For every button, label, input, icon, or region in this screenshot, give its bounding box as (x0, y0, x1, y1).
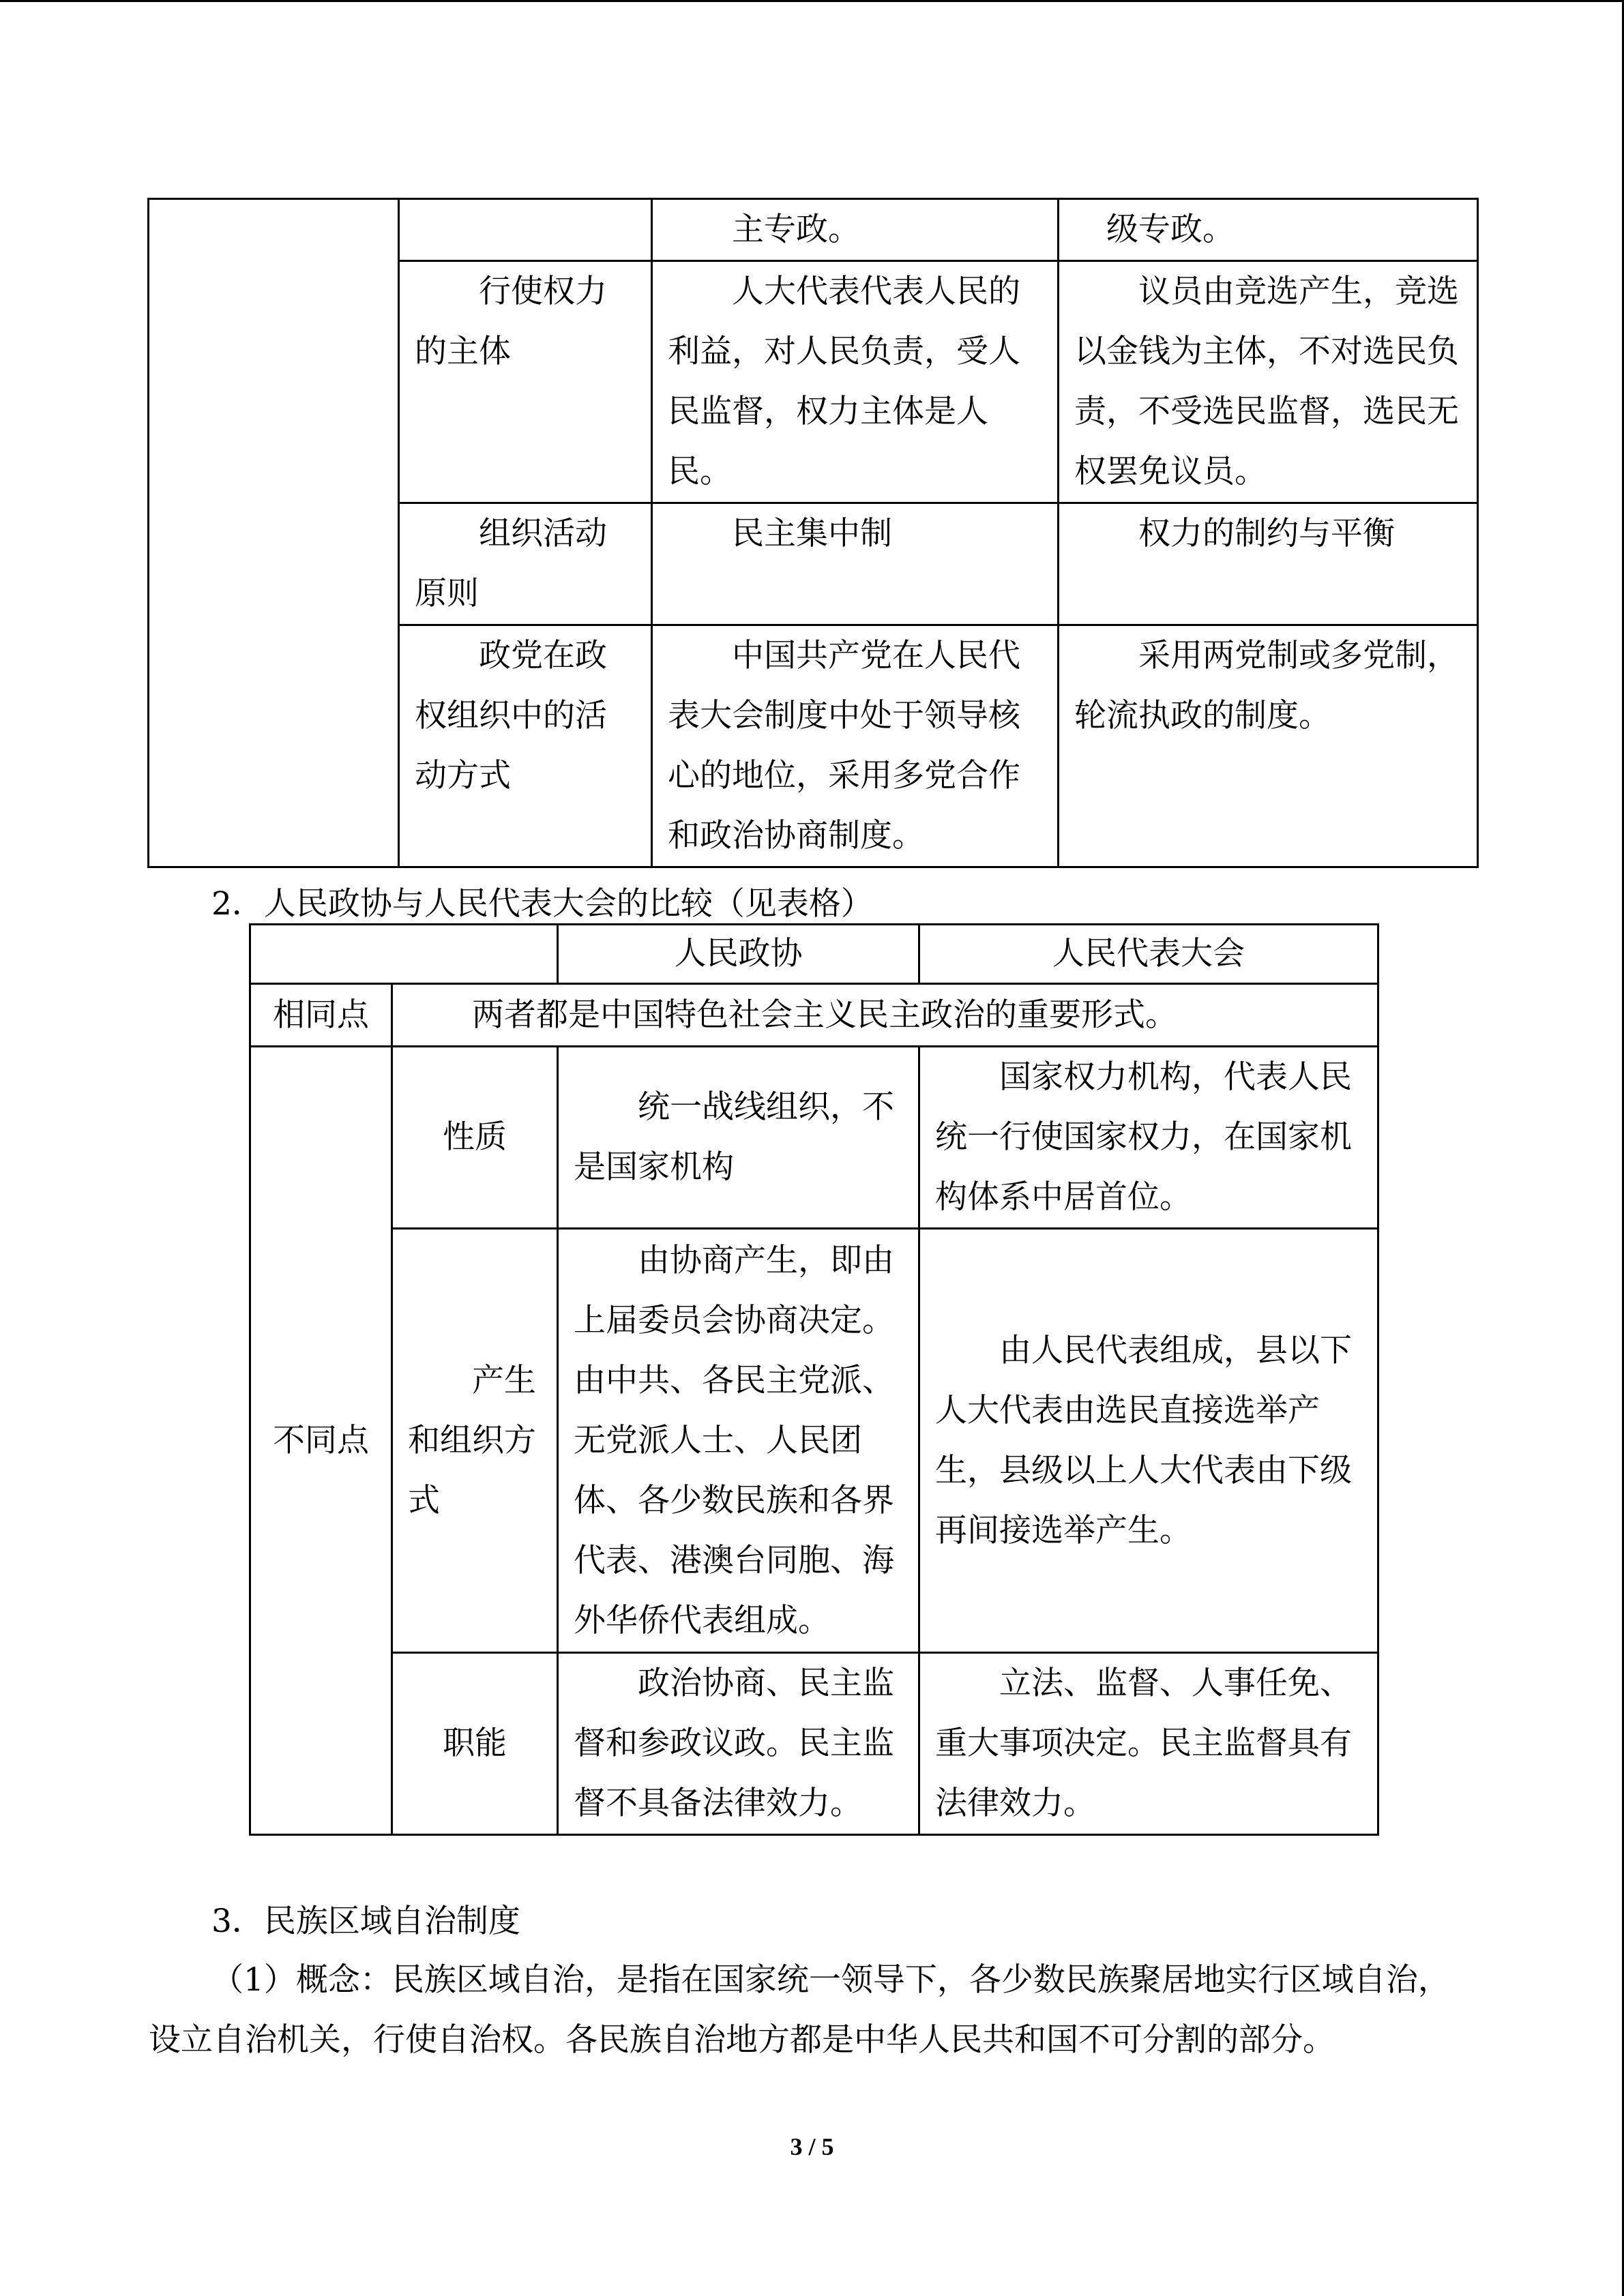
cppcc-cell: 由协商产生，即由上届委员会协商决定。由中共、各民主党派、无党派人士、人民团体、各少数民族和各界代表、港澳台同胞、海外华侨代表组成。 (558, 1229, 919, 1653)
socialist-cell: 民主集中制 (652, 503, 1059, 625)
aspect-cell: 职能 (392, 1653, 558, 1835)
diff-label-cell: 不同点 (250, 1047, 392, 1835)
aspect-cell: 产生和组织方式 (392, 1229, 558, 1653)
header-blank-cell (250, 925, 558, 984)
page-number: 3 / 5 (790, 2133, 834, 2160)
npc-cell: 由人民代表组成，县以下人大代表由选民直接选举产生，县级以上人大代表由下级再间接选举产生。 (919, 1229, 1378, 1653)
socialist-cell: 主专政。 (652, 199, 1059, 261)
aspect-cell (399, 199, 652, 261)
comparison-table-continued (147, 198, 1479, 868)
table-row (250, 1653, 1378, 1835)
npc-cell: 立法、监督、人事任免、重大事项决定。民主监督具有法律效力。 (919, 1653, 1378, 1835)
table-row (250, 984, 1378, 1047)
same-label-cell: 相同点 (250, 984, 392, 1047)
socialist-cell: 中国共产党在人民代表大会制度中处于领导核心的地位，采用多党合作和政治协商制度。 (652, 625, 1059, 867)
capitalist-cell: 级专政。 (1059, 199, 1478, 261)
merged-category-cell (149, 199, 399, 867)
page-top-border (0, 0, 1624, 2)
cppcc-npc-table (249, 923, 1379, 1836)
aspect-cell: 组织活动原则 (399, 503, 652, 625)
capitalist-cell: 采用两党制或多党制，轮流执政的制度。 (1059, 625, 1478, 867)
cppcc-cell: 政治协商、民主监督和参政议政。民主监督不具备法律效力。 (558, 1653, 919, 1835)
table-row (149, 199, 1478, 261)
section-2-heading: 2．人民政协与人民代表大会的比较（见表格） (211, 885, 873, 923)
table-row (250, 1047, 1378, 1229)
same-text-cell: 两者都是中国特色社会主义民主政治的重要形式。 (392, 984, 1378, 1047)
section-3-heading: 3．民族区域自治制度 (211, 1903, 520, 1940)
npc-cell: 国家权力机构，代表人民统一行使国家权力，在国家机构体系中居首位。 (919, 1047, 1378, 1229)
aspect-cell: 性质 (392, 1047, 558, 1229)
aspect-cell: 政党在政权组织中的活动方式 (399, 625, 652, 867)
table-header-row (250, 925, 1378, 984)
table-row (250, 1229, 1378, 1653)
capitalist-cell: 议员由竞选产生，竞选以金钱为主体，不对选民负责，不受选民监督，选民无权罢免议员。 (1059, 261, 1478, 503)
header-cppcc: 人民政协 (558, 925, 919, 984)
header-npc: 人民代表大会 (919, 925, 1378, 984)
aspect-cell: 行使权力的主体 (399, 261, 652, 503)
capitalist-cell: 权力的制约与平衡 (1059, 503, 1478, 625)
cppcc-cell: 统一战线组织，不是国家机构 (558, 1047, 919, 1229)
socialist-cell: 人大代表代表人民的利益，对人民负责，受人民监督，权力主体是人民。 (652, 261, 1059, 503)
section-3-paragraph: （1）概念：民族区域自治，是指在国家统一领导下，各少数民族聚居地实行区域自治，设立自治机关，行使自治权。各民族自治地方都是中华人民共和国不可分割的部分。 (149, 1961, 1450, 2059)
